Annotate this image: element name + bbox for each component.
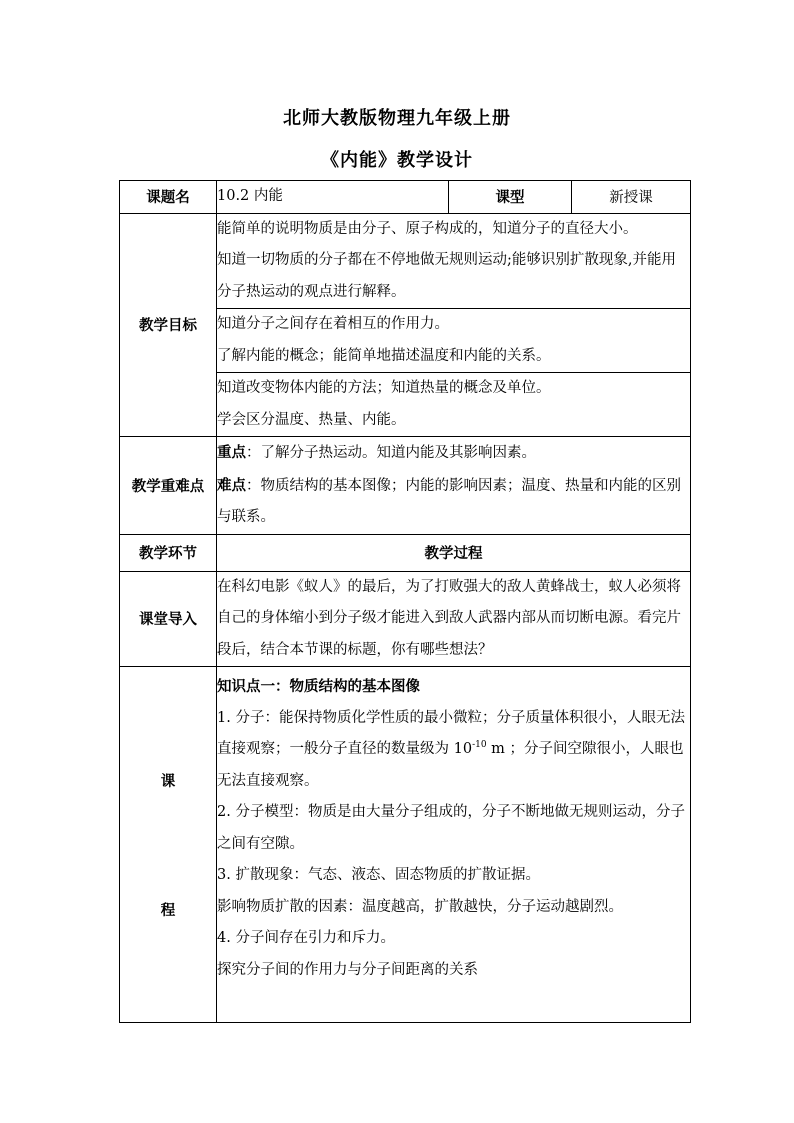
lesson-plan-table: [119, 180, 691, 1023]
table-row-process-header: [120, 534, 691, 571]
intro-label: 课堂导入: [120, 571, 217, 667]
course-heading: 知识点一：物质结构的基本图像: [217, 678, 420, 695]
goal-line: 知道一切物质的分子都在不停地做无规则运动;能够识别扩散现象,并能用分子热运动的观点进行解释。: [217, 252, 676, 300]
course-label-char-1: 课: [160, 772, 176, 790]
course-item-4: 4. 分子间存在引力和斥力。: [217, 930, 395, 946]
lesson-type-value: 新授课: [572, 181, 691, 214]
course-item-2: 2. 分子模型：物质是由大量分子组成的，分子不断地做无规则运动，分子之间有空隙。: [217, 804, 685, 852]
lesson-type-label: 课型: [449, 181, 572, 214]
hard-label: 难点: [217, 476, 246, 494]
goal-line: 能简单的说明物质是由分子、原子构成的，知道分子的直径大小。: [217, 220, 638, 237]
topic-value: 10.2 内能: [217, 181, 449, 214]
goal-line: 学会区分温度、热量、内能。: [217, 411, 406, 428]
course-item-3: 3. 扩散现象：气态、液态、固态物质的扩散证据。: [217, 867, 540, 883]
hard-text: ：物质结构的基本图像；内能的影响因素；温度、热量和内能的区别与联系。: [217, 477, 681, 525]
key-text: ：了解分子热运动。知道内能及其影响因素。: [246, 445, 536, 461]
goals-group-3: [217, 373, 691, 437]
course-item-3b: 影响物质扩散的因素：温度越高，扩散越快，分子运动越剧烈。: [217, 898, 623, 915]
document-title: 北师大教版物理九年级上册: [283, 108, 511, 129]
table-row-intro: [120, 571, 691, 667]
teaching-process-label: 教学过程: [217, 534, 691, 571]
course-item-1: 1. 分子：能保持物质化学性质的最小微粒；分子质量体积很小，人眼无法直接观察；一般分子直径的数量级为 $10^{-10}$ m ；分子间空隙很小，人眼也无法直接观察。: [217, 709, 685, 789]
goals-group-1: [217, 213, 691, 309]
goals-group-2: [217, 309, 691, 373]
key-point-line: [217, 437, 690, 470]
key-label: 重点: [217, 444, 246, 461]
topic-label: 课题名: [120, 181, 217, 214]
intro-text: 在科幻电影《蚁人》的最后，为了打败强大的敌人黄蜂战士，蚁人必须将自己的身体缩小到分子级才能进入到敌人武器内部从而切断电源。看完片段后，结合本节课的标题，你有哪些想法？: [217, 571, 691, 667]
goal-line: 知道改变物体内能的方法；知道热量的概念及单位。: [217, 380, 551, 396]
hard-point-line: [217, 470, 690, 534]
table-row-course: [120, 667, 691, 1023]
course-label: [120, 667, 217, 1023]
key-points-content: [217, 437, 691, 535]
table-row-goals-1: [120, 213, 691, 309]
teaching-stage-label: 教学环节: [120, 534, 217, 571]
course-item-4b: 探究分子间的作用力与分子间距离的关系: [217, 961, 478, 978]
goals-label: 教学目标: [120, 213, 217, 437]
table-row-topic: [120, 181, 691, 214]
course-label-char-2: 程: [160, 901, 176, 919]
goal-line: 了解内能的概念；能简单地描述温度和内能的关系。: [217, 347, 551, 364]
course-content: [217, 667, 691, 1023]
key-points-label: 教学重难点: [120, 437, 217, 535]
table-row-key-points: [120, 437, 691, 535]
document-subtitle: 《内能》教学设计: [321, 150, 473, 171]
goal-line: 知道分子之间存在着相互的作用力。: [217, 316, 449, 332]
